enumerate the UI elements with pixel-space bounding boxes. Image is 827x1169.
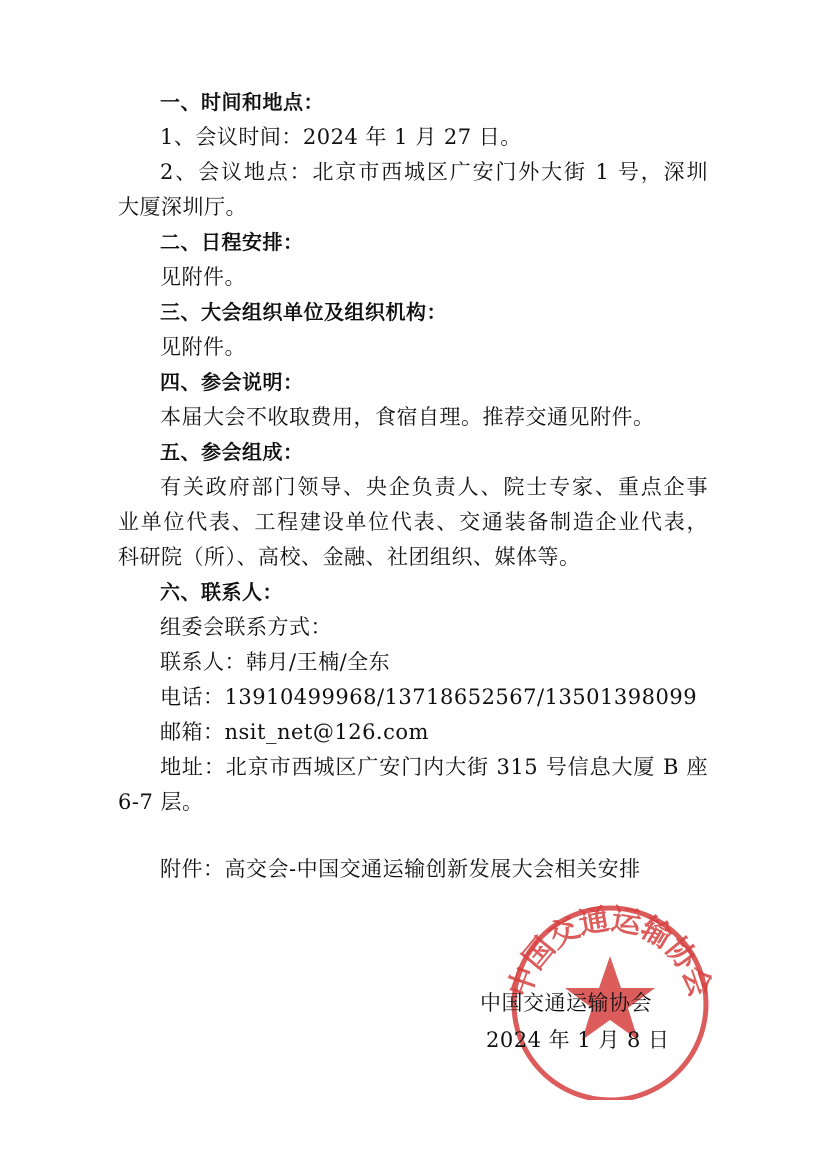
section-heading-contacts: 六、联系人： [160, 580, 283, 604]
section-heading-participants: 五、参会组成： [160, 440, 304, 464]
participants-line1: 有关政府部门领导、央企负责人、院士专家、重点企事 [160, 475, 708, 499]
attachment-note: 附件：高交会-中国交通运输创新发展大会相关安排 [160, 857, 641, 881]
contact-people: 联系人：韩月/王楠/全东 [160, 650, 391, 674]
organizers-body: 见附件。 [160, 335, 246, 359]
section-heading-participation-notes: 四、参会说明： [160, 370, 304, 394]
participants-line3: 科研院（所）、高校、金融、社团组织、媒体等。 [118, 545, 581, 569]
contact-phone: 电话：13910499968/13718652567/13501398099 [160, 685, 698, 709]
meeting-place-line1: 2、会议地点：北京市西城区广安门外大街 1 号，深圳 [160, 160, 708, 184]
contact-address-line2: 6-7 层。 [118, 790, 204, 814]
seal-lettering: 中国交通运输协会 [502, 902, 718, 1002]
meeting-place-line2: 大厦深圳厅。 [118, 195, 247, 219]
participation-notes-body: 本届大会不收取费用，食宿自理。推荐交通见附件。 [160, 405, 655, 429]
contact-email: 邮箱：nsit_net@126.com [160, 720, 429, 744]
schedule-body: 见附件。 [160, 265, 246, 289]
meeting-time: 1、会议时间：2024 年 1 月 27 日。 [160, 125, 522, 149]
participants-line2: 业单位代表、工程建设单位代表、交通装备制造企业代表， [118, 510, 708, 534]
section-heading-time-place: 一、时间和地点： [160, 90, 324, 114]
signature-organization: 中国交通运输协会 [480, 991, 652, 1015]
contact-address-line1: 地址：北京市西城区广安门内大街 315 号信息大厦 B 座 [160, 755, 708, 779]
section-heading-organizers: 三、大会组织单位及组织机构： [160, 300, 447, 324]
signature-date: 2024 年 1 月 8 日 [486, 1028, 670, 1052]
section-heading-schedule: 二、日程安排： [160, 230, 304, 254]
contact-method-label: 组委会联系方式： [160, 615, 332, 639]
